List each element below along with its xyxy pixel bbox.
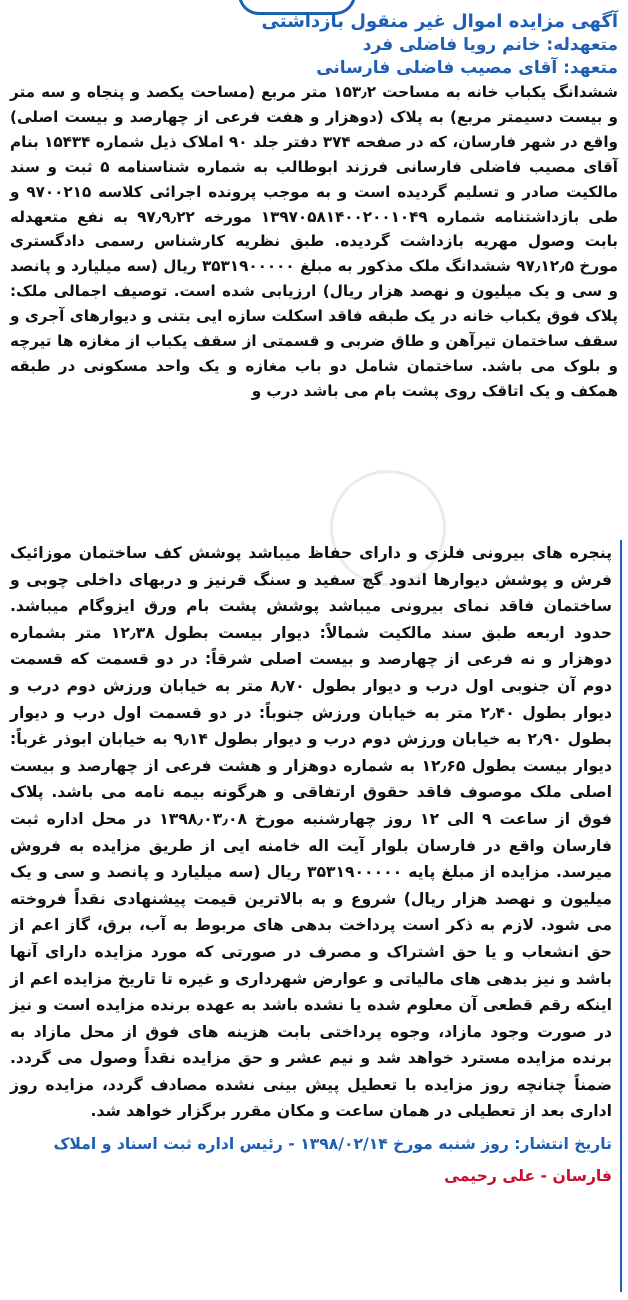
- signatory-line: فارسان - علی رحیمی: [444, 1167, 612, 1186]
- creditor-line: متعهدله: خانم رویا فاضلی فرد: [362, 35, 618, 55]
- debtor-line: متعهد: آقای مصیب فاضلی فارسانی: [316, 58, 618, 78]
- notice-title: آگهی مزایده اموال غیر منقول بازداشتی: [261, 11, 618, 32]
- notice-body-part2: پنجره های بیرونی فلزی و دارای حفاظ میباشد پوشش کف ساختمان موزائیک فرش و پوشش دیوارها اندود گچ سفید و سنگ قرنیز و دربهای داخلی چوبی و ساختمان فاقد نمای بیرونی میباشد پوشش پشت بام ورق ایزوگام میباشد. حدود اربعه طبق سند مالکیت شمالاً: دیوار بیست بطول ۱۲٫۳۸ متر بشماره دوهزار و نه فرعی از چهارصد و بیست اصلی شرقاً: در دو قسمت که قسمت دوم آن جنوبی اول درب و دیوار بطول ۸٫۷۰ متر به خیابان ورزش دوم درب و دیوار بطول ۲٫۴۰ متر به خیابان ورزش جنوباً: در دو قسمت اول درب و دیوار بطول ۲٫۹۰ به خیابان ورزش دوم درب و دیوار بطول ۹٫۱۴ به خیابان ابوذر غرباً: دیوار بیست بطول ۱۲٫۶۵ به شماره دوهزار و هشت فرعی از چهارصد و بیست اصلی ملک موصوف فاقد حقوق ارتفاقی و هرگونه بیمه نامه می باشد. پلاک فوق از ساعت ۹ الی ۱۲ روز چهارشنبه مورخ ۱۳۹۸٫۰۳٫۰۸ در محل اداره ثبت فارسان واقع در فارسان بلوار آیت اله خامنه ایی از طریق مزایده به فروش میرسد. مزایده از مبلغ پایه ۳۵۳۱۹۰۰۰۰۰ ریال (سه میلیارد و پانصد و سی و یک میلیون و نهصد هزار ریال) شروع و به بالاترین قیمت پیشنهادی نقداً فروخته می شود. لازم به ذکر است پرداخت بدهی های مربوط به آب، برق، گاز اعم از حق انشعاب و یا حق اشتراک و مصرف در صورتی که مورد مزایده دارای آنها باشد و نیز بدهی های مالیاتی و عوارض شهرداری و غیره تا تاریخ مزایده اعم از اینکه رقم قطعی آن معلوم شده یا نشده باشد به عهده برنده مزایده است و نیز در صورت وجود مازاد، وجوه پرداختی بابت هزینه های فوق از محل مازاد به برنده مزایده مسترد خواهد شد و نیم عشر و حق مزایده نقداً وصول می گردد. ضمناً چنانچه روز مزایده با تعطیل پیش بینی نشده مصادف گردد، مزایده روز اداری بعد از تعطیلی در همان ساعت و مکان مقرر برگزار خواهد شد.: [10, 544, 613, 1121]
- notice-column-top: [6, 10, 622, 532]
- notice-body-part1: ششدانگ یکباب خانه به مساحت ۱۵۳٫۲ متر مربع (مساحت یکصد و پنجاه و سه متر و بیست دسیمتر مربع) به پلاک (دوهزار و هفت فرعی از چهارصد و بیست اصلی) واقع در شهر فارسان، که در صفحه ۳۷۴ دفتر جلد ۹۰ املاک ذیل شماره ۱۵۴۳۴ بنام آقای مصیب فاضلی فارسانی فرزند ابوطالب به شماره شناسنامه ۵ ثبت و سند مالکیت صادر و تسلیم گردیده است و به موجب پرونده اجرائی کلاسه ۹۷۰۰۲۱۵ و طی بازداشتنامه شماره ۱۳۹۷۰۵۸۱۴۰۰۲۰۰۱۰۴۹ مورخه ۹۷٫۹٫۲۲ به نفع متعهدله بابت وصول مهریه بازداشت گردیده. طبق نظریه کارشناس رسمی دادگستری مورخ ۹۷٫۱۲٫۵ ششدانگ ملک مذکور به مبلغ ۳۵۳۱۹۰۰۰۰۰ ریال (سه میلیارد و پانصد و سی و یک میلیون و نهصد هزار ریال) ارزیابی شده است. توصیف اجمالی ملک: پلاک فوق یکباب خانه در یک طبقه فاقد اسکلت سازه ایی بتنی و دیوارهای آجری و سقف ساختمان تیرآهن و طاق ضربی و قسمتی از سقف یکباب از مغازه ها تیرچه و بلوک می باشد. ساختمان شامل دو باب مغازه و یک واحد مسکونی در طبقه همکف و یک اتاقک روی پشت بام می باشد درب و: [10, 83, 618, 400]
- publish-date-line: تاریخ انتشار: روز شنبه مورخ ۱۳۹۸/۰۲/۱۴ - رئیس اداره ثبت اسناد و املاک: [53, 1135, 612, 1154]
- notice-column-bottom: [6, 540, 622, 1292]
